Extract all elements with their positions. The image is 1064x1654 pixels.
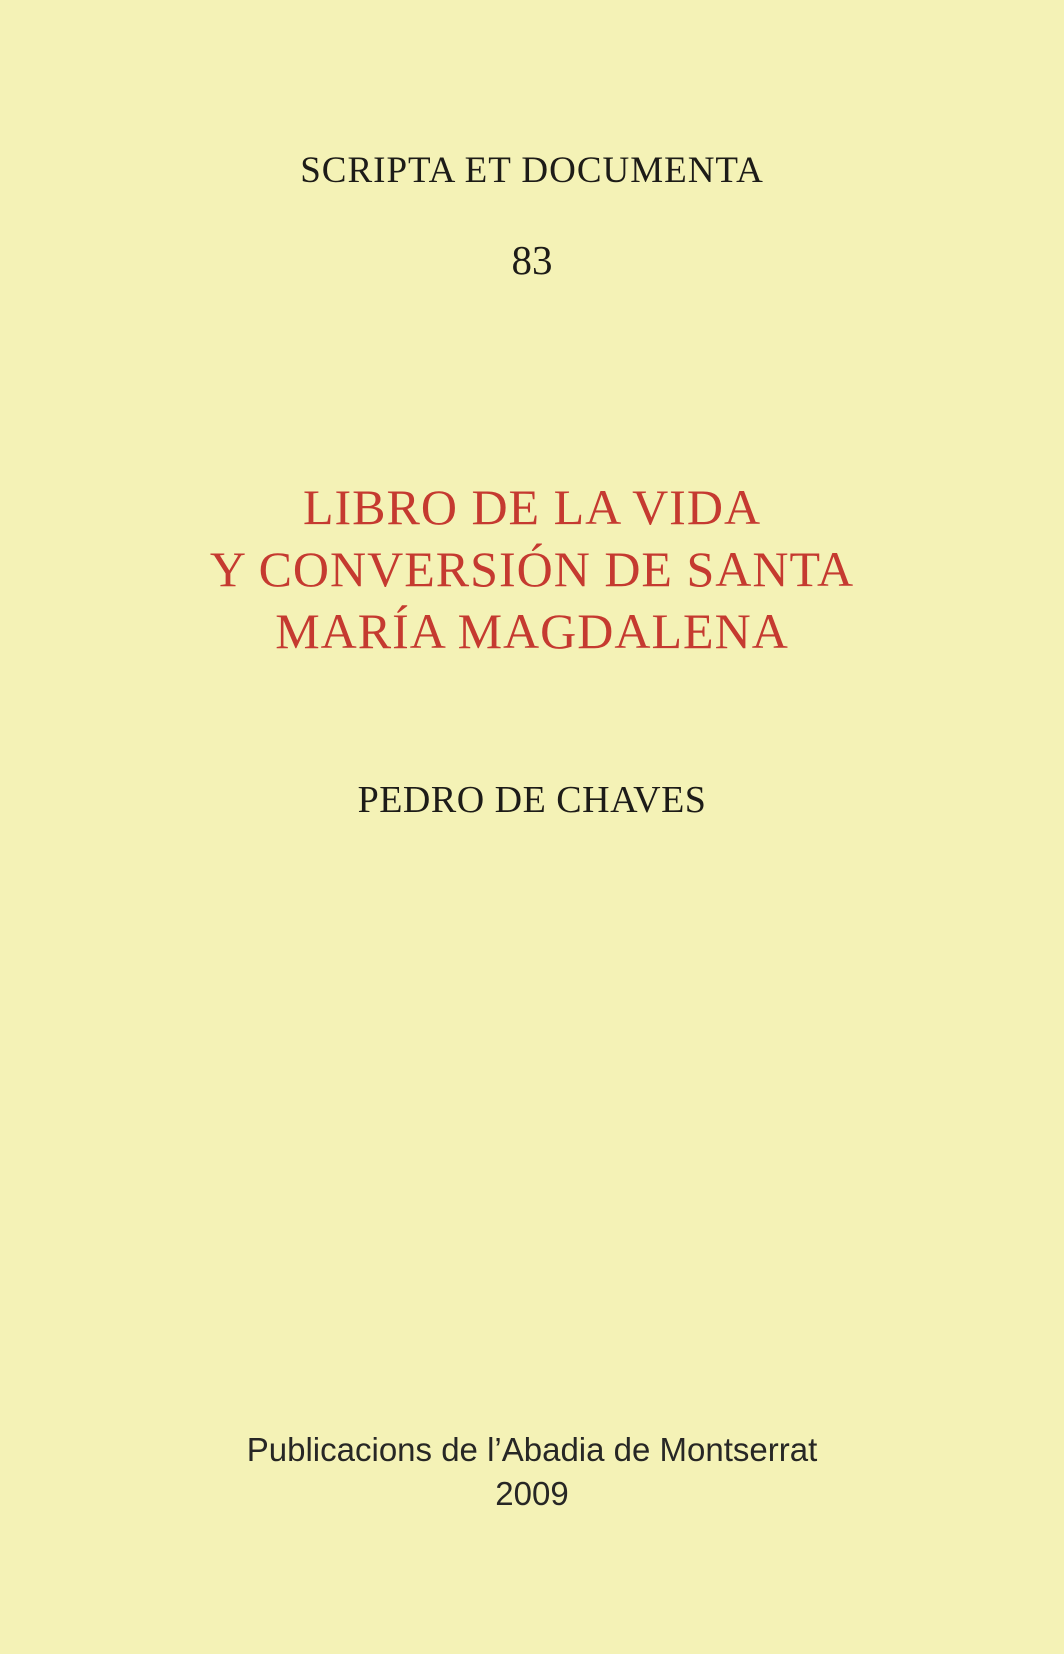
- book-title-line-1: LIBRO DE LA VIDA: [302, 479, 762, 535]
- series-number: 83: [511, 237, 553, 283]
- publisher-name: Publicacions de l’Abadia de Montserrat: [246, 1431, 818, 1468]
- book-title-line-2: Y CONVERSIÓN DE SANTA: [209, 541, 855, 597]
- series-title: SCRIPTA ET DOCUMENTA: [300, 150, 764, 191]
- author-name: PEDRO DE CHAVES: [357, 779, 707, 821]
- imprint: [0, 1428, 1064, 1516]
- book-title-line-3: MARÍA MAGDALENA: [275, 603, 789, 659]
- book-title: [0, 476, 1064, 662]
- publication-year: 2009: [495, 1475, 569, 1512]
